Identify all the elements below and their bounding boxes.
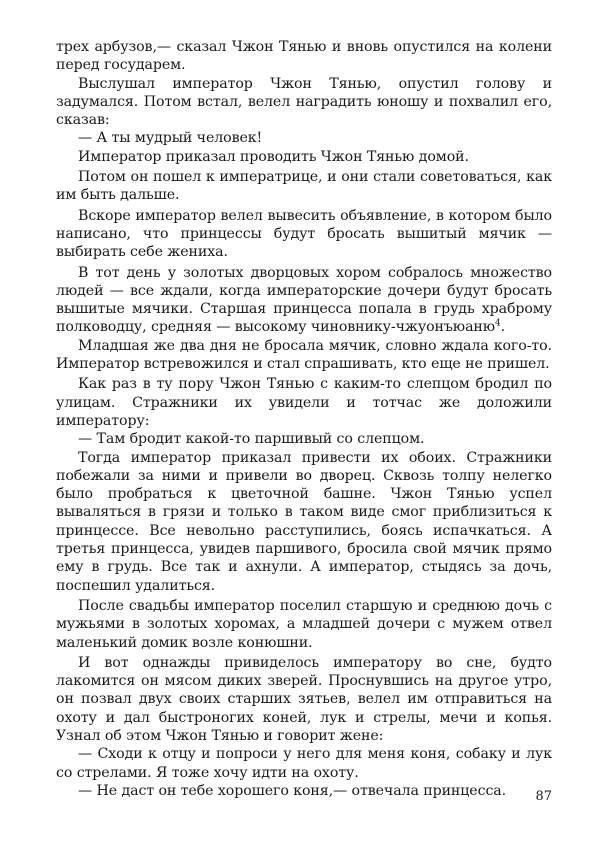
paragraph-1: трех арбузов,— сказал Чжон Тянью и вновь опустился на колени перед государем.: [56, 39, 552, 74]
book-page-text: [56, 38, 552, 800]
paragraph-10: — Там бродит какой-то паршивый со слепцом.: [78, 431, 425, 448]
paragraph-6: Вскоре император велел вывесить объявление, в котором было написано, что принцессы будут бросать вышитый мячик — выбирать себе жениха.: [56, 207, 552, 261]
paragraph-8: Младшая же два дня не бросала мячик, словно ждала кого-то. Император встревожился и стал спрашивать, кто еще не пришел.: [56, 337, 552, 373]
paragraph-4: Император приказал проводить Чжон Тянью домой.: [78, 148, 469, 165]
paragraph-3: — А ты мудрый человек!: [78, 130, 263, 147]
paragraph-5: Потом он пошел к императрице, и они стали советоваться, как им быть дальше.: [56, 169, 552, 204]
paragraph-15: — Не даст он тебе хорошего коня,— отвечала принцесса.: [78, 782, 507, 799]
paragraph-12: После свадьбы император поселил старшую и среднюю дочь с мужьями в золотых хоромах, а младшей дочери с мужем отвел маленький домик возле конюшни.: [56, 597, 552, 651]
page-number: 87: [535, 789, 552, 804]
paragraph-11: Тогда император приказал привести их обоих. Стражники побежали за ними и привели во дворец. Сквозь толпу нелегко было пробраться к цветочной башне. Чжон Тянью успел вываляться в грязи и только в таком виде смог приблизиться к принцессе. Все невольно расступились, боясь испачкаться. А третья принцесса, увидев паршивого, бросила свой мячик прямо ему в грудь. Все так и ахнули. А император, стыдясь за дочь, поспешил удалиться.: [56, 449, 552, 594]
footnote-marker: 4: [495, 318, 501, 329]
paragraph-14: — Сходи к отцу и попроси у него для меня коня, собаку и лук со стрелами. Я тоже хочу идти на охоту.: [56, 746, 552, 781]
paragraph-7: В тот день у золотых дворцовых хором собралось множество людей — все ждали, когда императорские дочери будут бросать вышитые мячики. Старшая принцесса попала в грудь храброму полководцу, средняя — высокому чиновнику-чжуонъюаню$^4$.: [56, 264, 552, 336]
paragraph-13: И вот однажды привиделось императору во сне, будто лакомится он мясом диких зверей. Проснувшись на другое утро, он позвал двух своих старших зятьев, велел им отправиться на охоту и дал быстроногих коней, лук и стрелы, мечи и копья. Узнал об этом Чжон Тянью и говорит жене:: [56, 654, 552, 744]
paragraph-9: Как раз в ту пору Чжон Тянью с каким-то слепцом бродил по улицам. Стражники их увидели и тотчас же доложили императору:: [56, 376, 552, 429]
paragraph-7-text: В тот день у золотых дворцовых хором собралось множество людей — все ждали, когда императорские дочери будут бросать вышитые мячики. Старшая принцесса попала в грудь храброму полководцу, средняя — высокому чиновнику-чжуонъюаню: [56, 264, 552, 336]
paragraph-2: Выслушал император Чжон Тянью, опустил голову и задумался. Потом встал, велел наградить юношу и похвалил его, сказав:: [56, 75, 552, 129]
